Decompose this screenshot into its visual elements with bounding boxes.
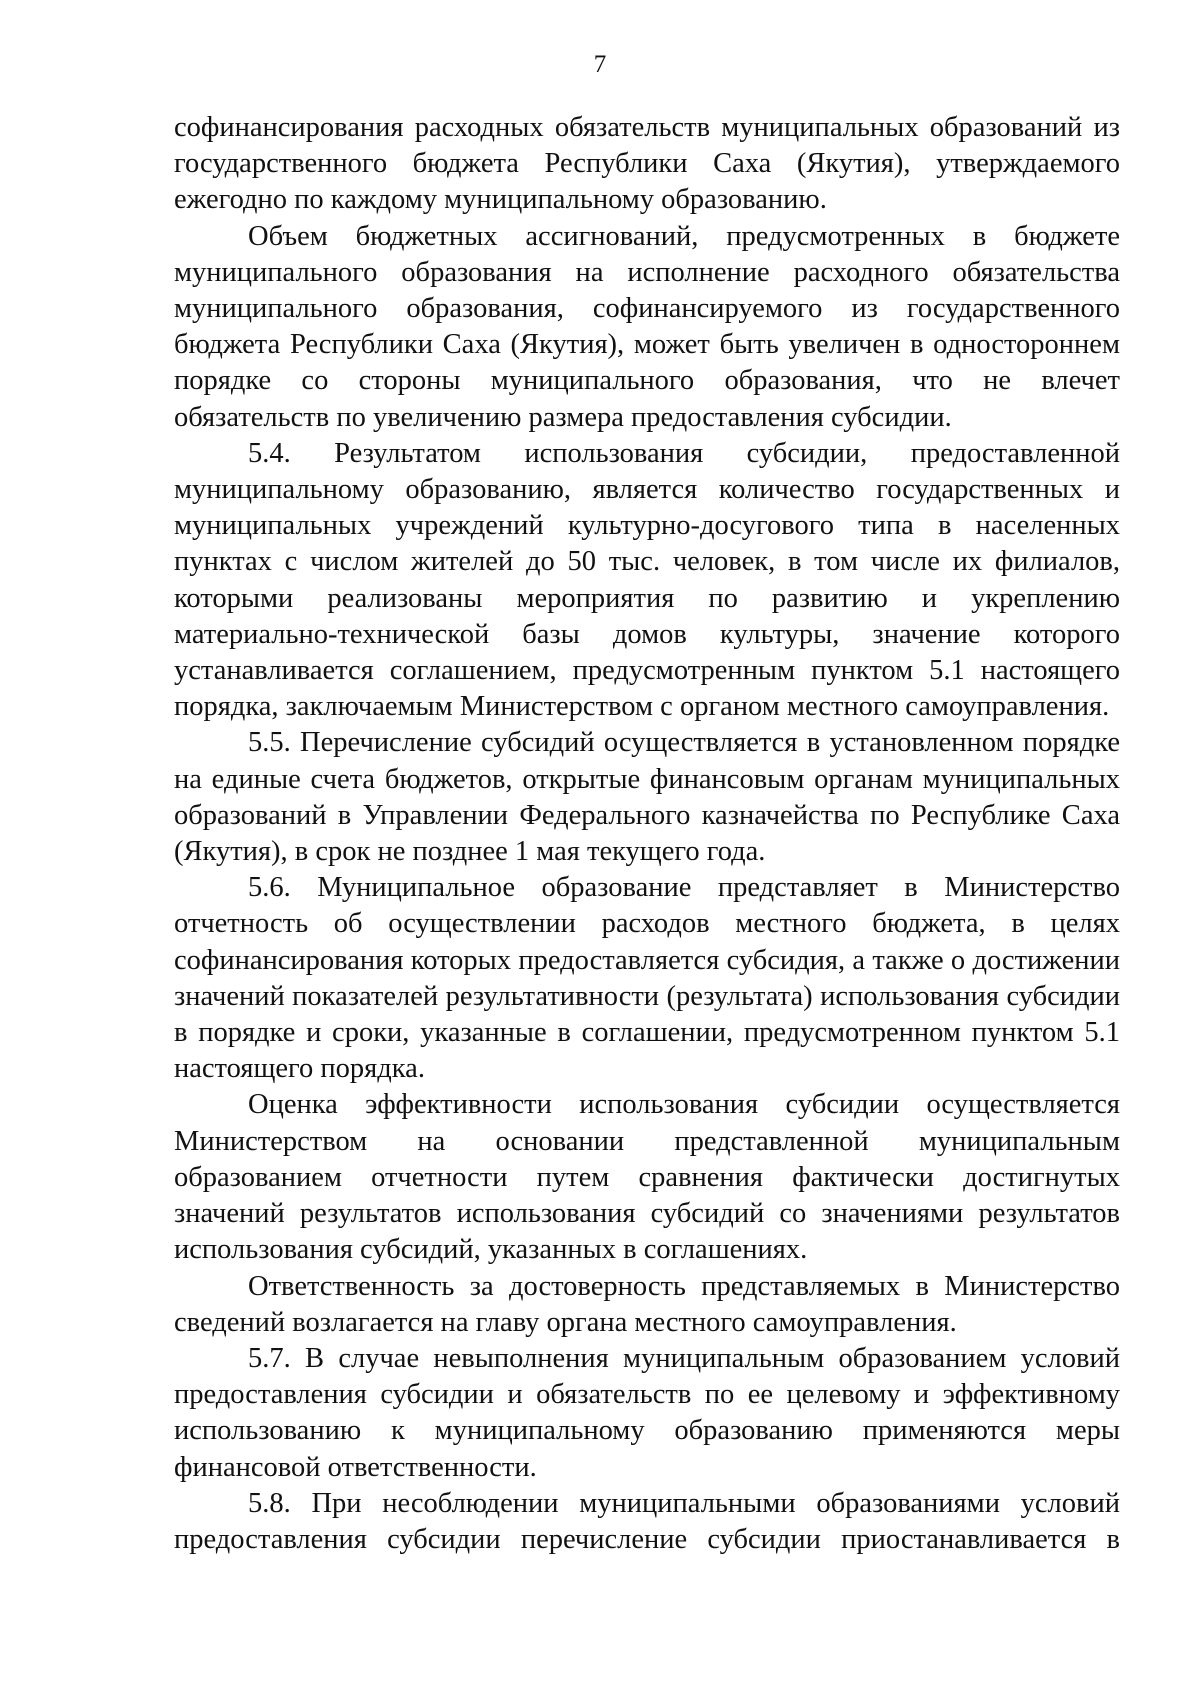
paragraph-5-6: 5.6. Муниципальное образование представляет в Министерство отчетность об осуществлении расходов местного бюджета, в целях софинансирования которых предоставляется субсидия, а также о достижении значений показателей результативности (результата) использования субсидии в порядке и сроки, указанные в соглашении, предусмотренном пунктом 5.1 настоящего порядка. <box>174 872 1120 1085</box>
paragraph-5-4: 5.4. Результатом использования субсидии, предоставленной муниципальному образованию, является количество государственных и муниципальных учреждений культурно-досугового типа в населенных пунктах с числом жителей до 50 тыс. человек, в том числе их филиалов, которыми реализованы мероприятия по развитию и укреплению материально-технической базы домов культуры, значение которого устанавливается соглашением, предусмотренным пунктом 5.1 настоящего порядка, заключаемым Министерством с органом местного самоуправления. <box>174 437 1120 723</box>
paragraph-responsibility: Ответственность за достоверность представляемых в Министерство сведений возлагается на главу органа местного самоуправления. <box>174 1270 1120 1338</box>
paragraph-cofinancing-continuation: софинансирования расходных обязательств муниципальных образований из государственного бюджета Республики Саха (Якутия), утверждаемого ежегодно по каждому муниципальному образованию. <box>174 112 1120 216</box>
document-body <box>174 110 1120 1558</box>
paragraph-budget-allocation: Объем бюджетных ассигнований, предусмотренных в бюджете муниципального образования на исполнение расходного обязательства муниципального образования, софинансируемого из государственного бюджета Республики Саха (Якутия), может быть увеличен в одностороннем порядке со стороны муниципального образования, что не влечет обязательств по увеличению размера предоставления субсидии. <box>174 220 1120 433</box>
paragraph-5-5: 5.5. Перечисление субсидий осуществляется в установленном порядке на единые счета бюджетов, открытые финансовым органам муниципальных образований в Управлении Федерального казначейства по Республике Саха (Якутия), в срок не позднее 1 мая текущего года. <box>174 727 1120 868</box>
paragraph-efficiency-assessment: Оценка эффективности использования субсидии осуществляется Министерством на основании представленной муниципальным образованием отчетности путем сравнения фактически достигнутых значений результатов использования субсидий со значениями результатов использования субсидий, указанных в соглашениях. <box>174 1089 1120 1266</box>
page-number: 7 <box>593 51 607 78</box>
paragraph-5-8: 5.8. При несоблюдении муниципальными образованиями условий предоставления субсидии перечисление субсидии приостанавливается в <box>174 1487 1120 1555</box>
paragraph-5-7: 5.7. В случае невыполнения муниципальным образованием условий предоставления субсидии и обязательств по ее целевому и эффективному использованию к муниципальному образованию применяются меры финансовой ответственности. <box>174 1342 1120 1483</box>
